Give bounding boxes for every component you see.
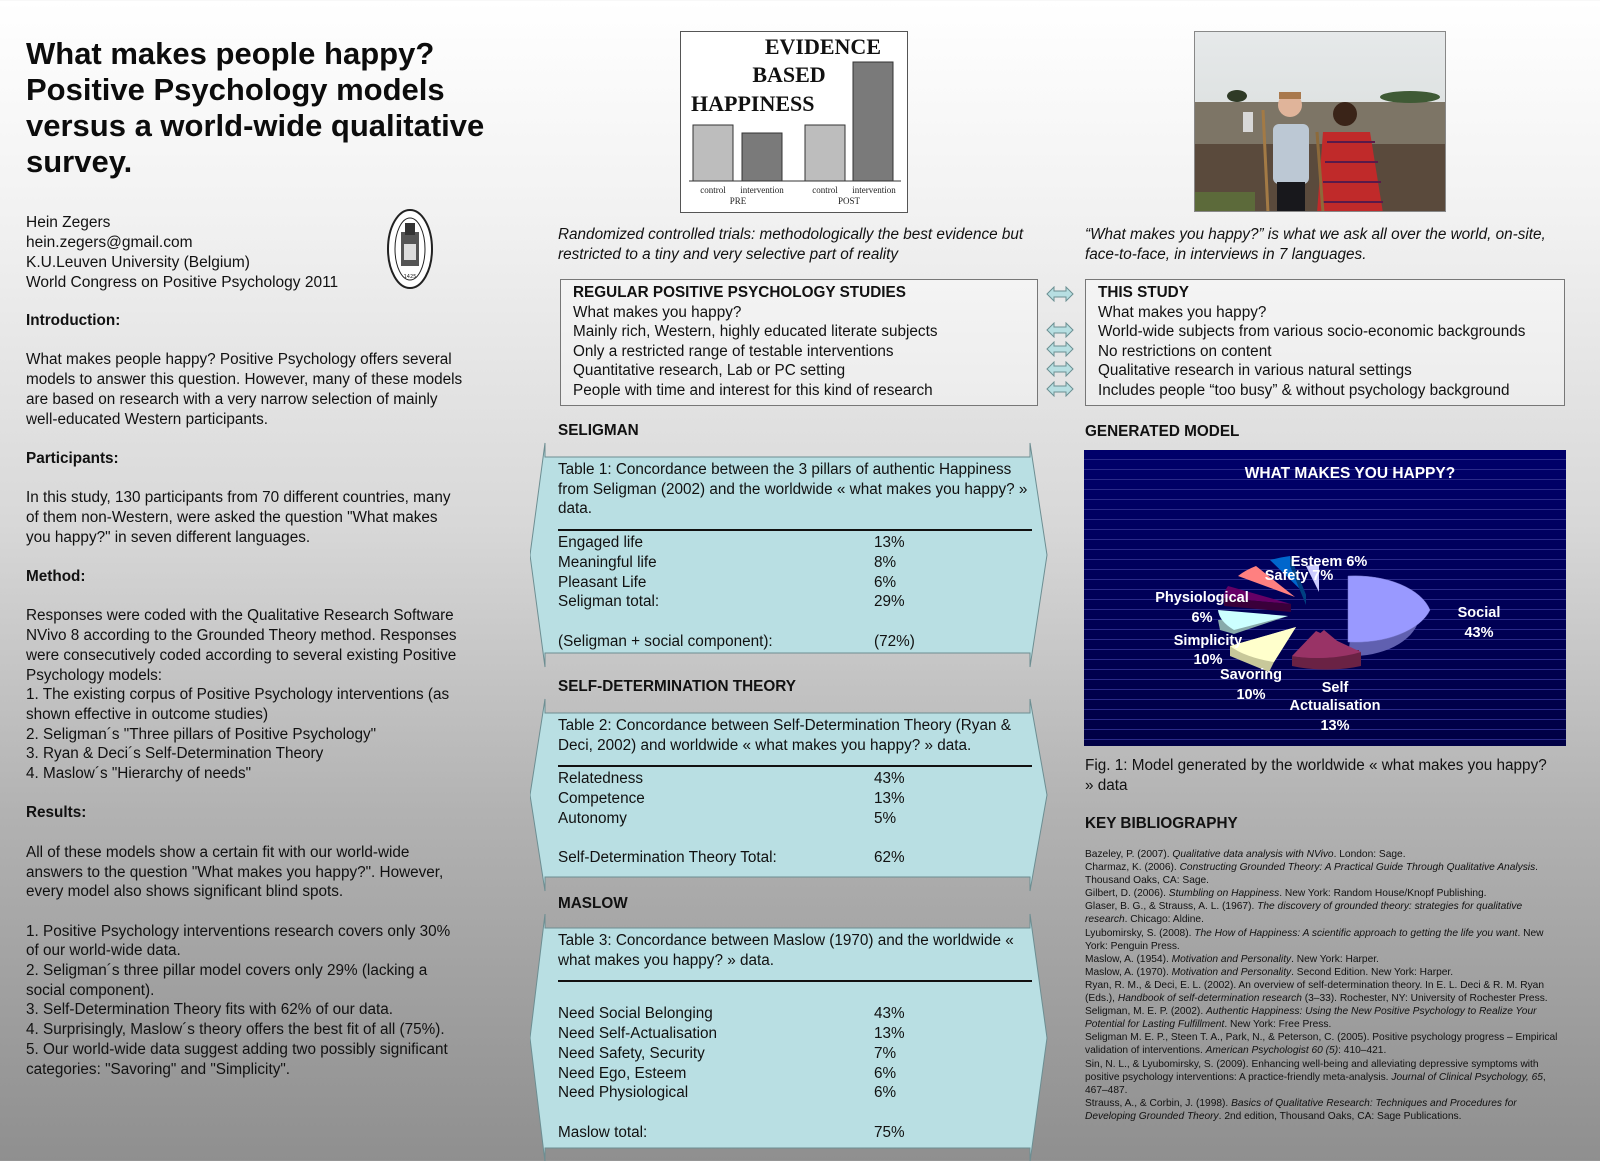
bar-label: intervention bbox=[740, 185, 784, 195]
results-item: 5. Our world-wide data suggest adding two possibly significant categories: "Savoring" and "Simplicity". bbox=[26, 1040, 448, 1078]
this-study-item: Qualitative research in various natural settings bbox=[1098, 362, 1412, 380]
bar-pre-control bbox=[693, 125, 733, 181]
bar-label: control bbox=[812, 185, 838, 195]
pie-label-self-actualisation-2: Actualisation bbox=[1289, 698, 1381, 714]
bar-label: intervention bbox=[852, 185, 896, 195]
bib-entry: Maslow, A. (1954). Motivation and Personality. New York: Harper. bbox=[1085, 953, 1379, 965]
method-item: 1. The existing corpus of Positive Psychology interventions (as shown effective in outcome studies) bbox=[26, 686, 450, 723]
table-row: Seligman total: 29% bbox=[558, 593, 905, 611]
group-label: POST bbox=[837, 196, 861, 206]
pie-label-esteem: Esteem 6% bbox=[1290, 554, 1368, 570]
table-row: Need Physiological 6% bbox=[558, 1084, 897, 1102]
table-row: Need Safety, Security 7% bbox=[558, 1044, 897, 1062]
table-row: Maslow total: 75% bbox=[558, 1123, 905, 1141]
pie-label-savoring: Savoring bbox=[1219, 667, 1283, 683]
pie-label-simplicity-value: 10% bbox=[1193, 652, 1223, 668]
seligman-table-panel bbox=[530, 441, 1062, 669]
regular-studies-item: Quantitative research, Lab or PC setting bbox=[573, 362, 846, 380]
pie-label-physiological: Physiological bbox=[1155, 590, 1249, 606]
sdt-table-panel bbox=[530, 697, 1062, 893]
this-study-item: World-wide subjects from various socio-economic backgrounds bbox=[1098, 323, 1526, 341]
table-row: Autonomy 5% bbox=[558, 809, 897, 827]
pie-label-savoring-value: 10% bbox=[1236, 687, 1266, 703]
author-affiliation: K.U.Leuven University (Belgium) bbox=[26, 254, 250, 271]
regular-studies-item: Mainly rich, Western, highly educated literate subjects bbox=[573, 323, 938, 341]
generated-model-section-title: GENERATED MODEL bbox=[1085, 423, 1240, 440]
participants-heading: Participants: bbox=[26, 449, 119, 467]
introduction-text: What makes people happy? Positive Psychology offers several models to answer this question. However, many of these models are based on research with a very narrow selection of mainly well-educated Western participants. bbox=[26, 351, 463, 428]
chart-title: WHAT MAKES YOU HAPPY? bbox=[1244, 465, 1456, 482]
bib-entry: Seligman, M. E. P. (2002). Authentic Happiness: Using the New Positive Psychology to Realize Your Potential for Lasting Fulfillment. New York: Free Press. bbox=[1085, 1006, 1537, 1031]
bib-entry: Seligman M. E. P., Steen T. A., Park, N., & Peterson, C. (2005). Positive psychology progress – Empirical validation of interventions. American Psychologist 60 (5): 410–421. bbox=[1085, 1032, 1558, 1057]
pie-label-self-actualisation-value: 13% bbox=[1320, 718, 1350, 734]
figure-title-line-2: BASED bbox=[752, 62, 826, 87]
results-item: 3. Self-Determination Theory fits with 62% of our data. bbox=[26, 1001, 394, 1019]
bib-entry: Strauss, A., & Corbin, J. (1998). Basics of Qualitative Research: Techniques and Procedures for Developing Grounded Theory. 2nd edition, Thousand Oaks, CA: Sage Publications. bbox=[1085, 1097, 1517, 1122]
double-arrow-icon bbox=[1046, 286, 1074, 302]
double-arrow-icon bbox=[1046, 322, 1074, 338]
participants-text: In this study, 130 participants from 70 different countries, many of them non-Western, were asked the question "What makes you happy?" in seven different languages. bbox=[26, 489, 451, 546]
pie-label-physiological-value: 6% bbox=[1191, 610, 1213, 626]
bar-pre-intervention bbox=[742, 133, 782, 181]
table-row: Need Ego, Esteem 6% bbox=[558, 1064, 897, 1082]
results-heading: Results: bbox=[26, 804, 87, 822]
table-row: Engaged life 13% bbox=[558, 534, 905, 552]
bib-entry: Bazeley, P. (2007). Qualitative data analysis with NVivo. London: Sage. bbox=[1085, 849, 1406, 860]
pie-label-simplicity: Simplicity bbox=[1173, 633, 1243, 649]
bibliography-list bbox=[1085, 848, 1565, 1123]
evidence-based-happiness-figure bbox=[680, 31, 908, 213]
this-study-item: What makes you happy? bbox=[1098, 303, 1267, 321]
table-row: Relatedness 43% bbox=[558, 770, 905, 788]
method-item: 3. Ryan & Deci´s Self-Determination Theory bbox=[26, 745, 324, 763]
double-arrow-icon bbox=[1046, 381, 1074, 397]
introduction-heading: Introduction: bbox=[26, 312, 121, 329]
method-heading: Method: bbox=[26, 568, 86, 586]
this-study-item: Includes people “too busy” & without psychology background bbox=[1098, 381, 1510, 399]
bib-entry: Charmaz, K. (2006). Constructing Grounded Theory: A Practical Guide Through Qualitative Analysis. Thousand Oaks, CA: Sage. bbox=[1085, 862, 1539, 887]
bib-entry: Glaser, B. G., & Strauss, A. L. (1967). The discovery of grounded theory: strategies for qualitative research. Chicago: Aldine. bbox=[1085, 901, 1523, 926]
field-interview-photo bbox=[1194, 31, 1446, 212]
author-email: hein.zegers@gmail.com bbox=[26, 234, 193, 251]
table-row: Meaningful life 8% bbox=[558, 553, 897, 571]
double-arrow-icon bbox=[1046, 361, 1074, 377]
figure-caption: Fig. 1: Model generated by the worldwide « what makes you happy? » data bbox=[1085, 757, 1547, 794]
maslow-table-panel bbox=[530, 912, 1062, 1161]
rct-caption: Randomized controlled trials: methodologically the best evidence but restricted to a tiny and very selective part of reality bbox=[558, 226, 1024, 263]
this-study-box bbox=[1085, 279, 1565, 406]
group-label: PRE bbox=[729, 196, 747, 206]
double-arrow-icon bbox=[1046, 341, 1074, 357]
svg-text:1425: 1425 bbox=[403, 274, 417, 280]
bar-label: control bbox=[700, 185, 726, 195]
figure-title-line-3: HAPPINESS bbox=[691, 91, 815, 116]
seligman-section-title: SELIGMAN bbox=[558, 422, 639, 439]
bib-entry: Sin, N. L., & Lyubomirsky, S. (2009). Enhancing well-being and alleviating depressive symptoms with positive psychology interventions: A practice-friendly meta-analysis. Journal of Clinical Psychology, 65, 467–487. bbox=[1085, 1058, 1546, 1096]
table-row: Self-Determination Theory Total: 62% bbox=[558, 849, 905, 867]
bib-entry: Gilbert, D. (2006). Stumbling on Happiness. New York: Random House/Knopf Publishing. bbox=[1085, 888, 1487, 900]
results-item: 4. Surprisingly, Maslow´s theory offers the best fit of all (75%). bbox=[26, 1021, 445, 1039]
ku-leuven-seal-icon bbox=[386, 208, 434, 290]
happiness-pie-chart bbox=[1084, 450, 1566, 746]
method-item: 4. Maslow´s "Hierarchy of needs" bbox=[26, 765, 252, 783]
pie-label-social-value: 43% bbox=[1464, 625, 1494, 641]
table-caption: Table 1: Concordance between the 3 pillars of authentic Happiness from Seligman (2002) and the worldwide « what makes you happy? » data. bbox=[558, 461, 1028, 518]
pie-label-social: Social bbox=[1457, 605, 1501, 621]
sdt-section-title: SELF-DETERMINATION THEORY bbox=[558, 678, 796, 695]
regular-studies-item: What makes you happy? bbox=[573, 303, 742, 321]
pie-label-self-actualisation: Self bbox=[1321, 680, 1349, 696]
bib-entry: Maslow, A. (1970). Motivation and Personality. Second Edition. New York: Harper. bbox=[1085, 966, 1454, 978]
bib-entry: Lyubomirsky, S. (2008). The How of Happiness: A scientific approach to getting the life you want. New York: Penguin Press. bbox=[1085, 927, 1544, 952]
regular-studies-item: Only a restricted range of testable interventions bbox=[573, 342, 894, 360]
bibliography-heading: KEY BIBLIOGRAPHY bbox=[1085, 815, 1238, 832]
regular-studies-heading: REGULAR POSITIVE PSYCHOLOGY STUDIES bbox=[573, 284, 906, 301]
table-row: Need Social Belonging 43% bbox=[558, 1005, 905, 1023]
table-row: Need Self-Actualisation 13% bbox=[558, 1025, 905, 1043]
table-row: Competence 13% bbox=[558, 790, 905, 808]
regular-studies-box bbox=[560, 279, 1038, 406]
this-study-heading: THIS STUDY bbox=[1098, 284, 1189, 301]
results-item: 1. Positive Psychology interventions research covers only 30% of our world-wide data. bbox=[26, 922, 451, 960]
figure-title-line-1: EVIDENCE bbox=[764, 34, 881, 59]
pie-label-safety: Safety 7% bbox=[1264, 568, 1334, 584]
regular-studies-item: People with time and interest for this kind of research bbox=[573, 381, 933, 399]
author-event: World Congress on Positive Psychology 2011 bbox=[26, 274, 339, 291]
author-name: Hein Zegers bbox=[26, 214, 111, 231]
author-block bbox=[26, 213, 338, 293]
bib-entry: Ryan, R. M., & Deci, E. L. (2002). An overview of self-determination theory. In E. L. Deci & R. M. Ryan (Eds.), Handbook of self-determination research (3–33). Rochester, NY: University of Rochester Press. bbox=[1085, 979, 1548, 1005]
this-study-item: No restrictions on content bbox=[1098, 342, 1272, 360]
table-caption: Table 3: Concordance between Maslow (1970) and the worldwide « what makes you happy? » data. bbox=[558, 932, 1014, 969]
bar-post-intervention bbox=[853, 62, 893, 181]
method-text: Responses were coded with the Qualitative Research Software NVivo 8 according to the Grounded Theory method. Responses were consecutively coded according to several existing Positive Psychology models: bbox=[26, 607, 457, 684]
bar-post-control bbox=[805, 125, 845, 181]
results-text: All of these models show a certain fit with our world-wide answers to the question "What makes you happy?". However, every model also shows significant blind spots. bbox=[26, 843, 444, 901]
left-column bbox=[26, 311, 466, 1079]
table-row: (Seligman + social component): (72%) bbox=[558, 632, 915, 650]
photo-caption: “What makes you happy?” is what we ask all over the world, on-site, face-to-face, in interviews in 7 languages. bbox=[1085, 226, 1546, 263]
table-row: Pleasant Life 6% bbox=[558, 573, 897, 591]
table-caption: Table 2: Concordance between Self-Determination Theory (Ryan & Deci, 2002) and worldwide « what makes you happy? » data. bbox=[558, 717, 1011, 754]
poster-title: What makes people happy? Positive Psychology models versus a world-wide qualitative survey. bbox=[26, 36, 485, 179]
maslow-section-title: MASLOW bbox=[558, 895, 628, 912]
method-item: 2. Seligman´s "Three pillars of Positive Psychology" bbox=[26, 725, 377, 743]
results-item: 2. Seligman´s three pillar model covers only 29% (lacking a social component). bbox=[26, 962, 428, 999]
